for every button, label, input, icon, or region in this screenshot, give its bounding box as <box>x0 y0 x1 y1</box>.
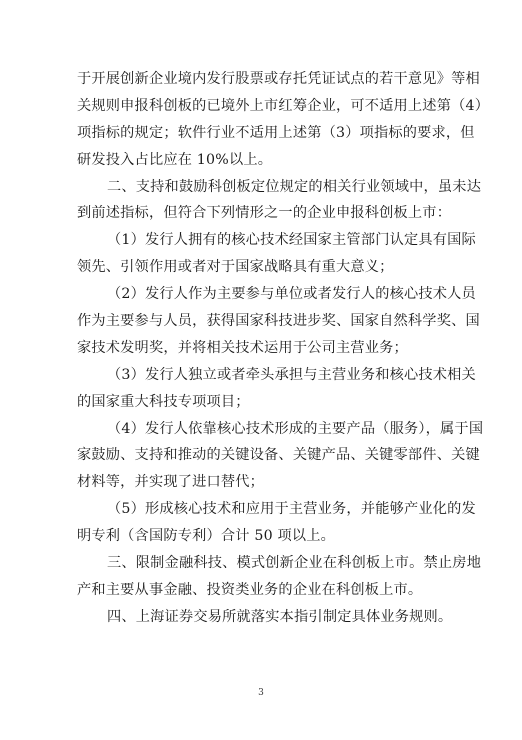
text-line: （1）发行人拥有的核心技术经国家主管部门认定具有国际 <box>107 232 476 249</box>
text-line: （2）发行人作为主要参与单位或者发行人的核心技术人员 <box>107 286 476 303</box>
text-line: （4）发行人依靠核心技术形成的主要产品（服务），属于国 <box>107 420 484 437</box>
text-line: 领先、引领作用或者对于国家战略具有重大意义； <box>77 259 394 276</box>
text-line: 关规则申报科创板的已境外上市红筹企业，可不适用上述第（4） <box>77 97 490 114</box>
text-line: 材料等，并实现了进口替代； <box>77 474 265 491</box>
text-line: 项指标的规定；软件行业不适用上述第（3）项指标的要求，但 <box>77 124 475 141</box>
text-line: 二、支持和鼓励科创板定位规定的相关行业领域中，虽未达 <box>107 178 482 195</box>
text-line: 四、上海证券交易所就落实本指引制定具体业务规则。 <box>107 608 453 625</box>
text-line: 明专利（含国防专利）合计 50 项以上。 <box>77 528 336 545</box>
text-line: （3）发行人独立或者牵头承担与主营业务和核心技术相关 <box>107 366 476 383</box>
body-text <box>77 66 490 631</box>
text-line: 作为主要参与人员，获得国家科技进步奖、国家自然科学奖、国 <box>77 313 480 330</box>
text-line: 家鼓励、支持和推动的关键设备、关键产品、关键零部件、关键 <box>77 447 480 464</box>
text-line: 三、限制金融科技、模式创新企业在科创板上市。禁止房地 <box>107 555 482 572</box>
text-line: （5）形成核心技术和应用于主营业务，并能够产业化的发 <box>107 501 476 518</box>
text-line: 的国家重大科技专项项目； <box>77 393 250 410</box>
page-number: 3 <box>258 688 264 698</box>
text-line: 于开展创新企业境内发行股票或存托凭证试点的若干意见》等相 <box>77 71 480 87</box>
text-line: 研发投入占比应在 10%以上。 <box>77 151 273 168</box>
text-line: 家技术发明奖，并将相关技术运用于公司主营业务； <box>77 339 408 356</box>
text-line: 产和主要从事金融、投资类业务的企业在科创板上市。 <box>77 581 423 598</box>
text-line: 到前述指标，但符合下列情形之一的企业申报科创板上市： <box>77 205 452 222</box>
